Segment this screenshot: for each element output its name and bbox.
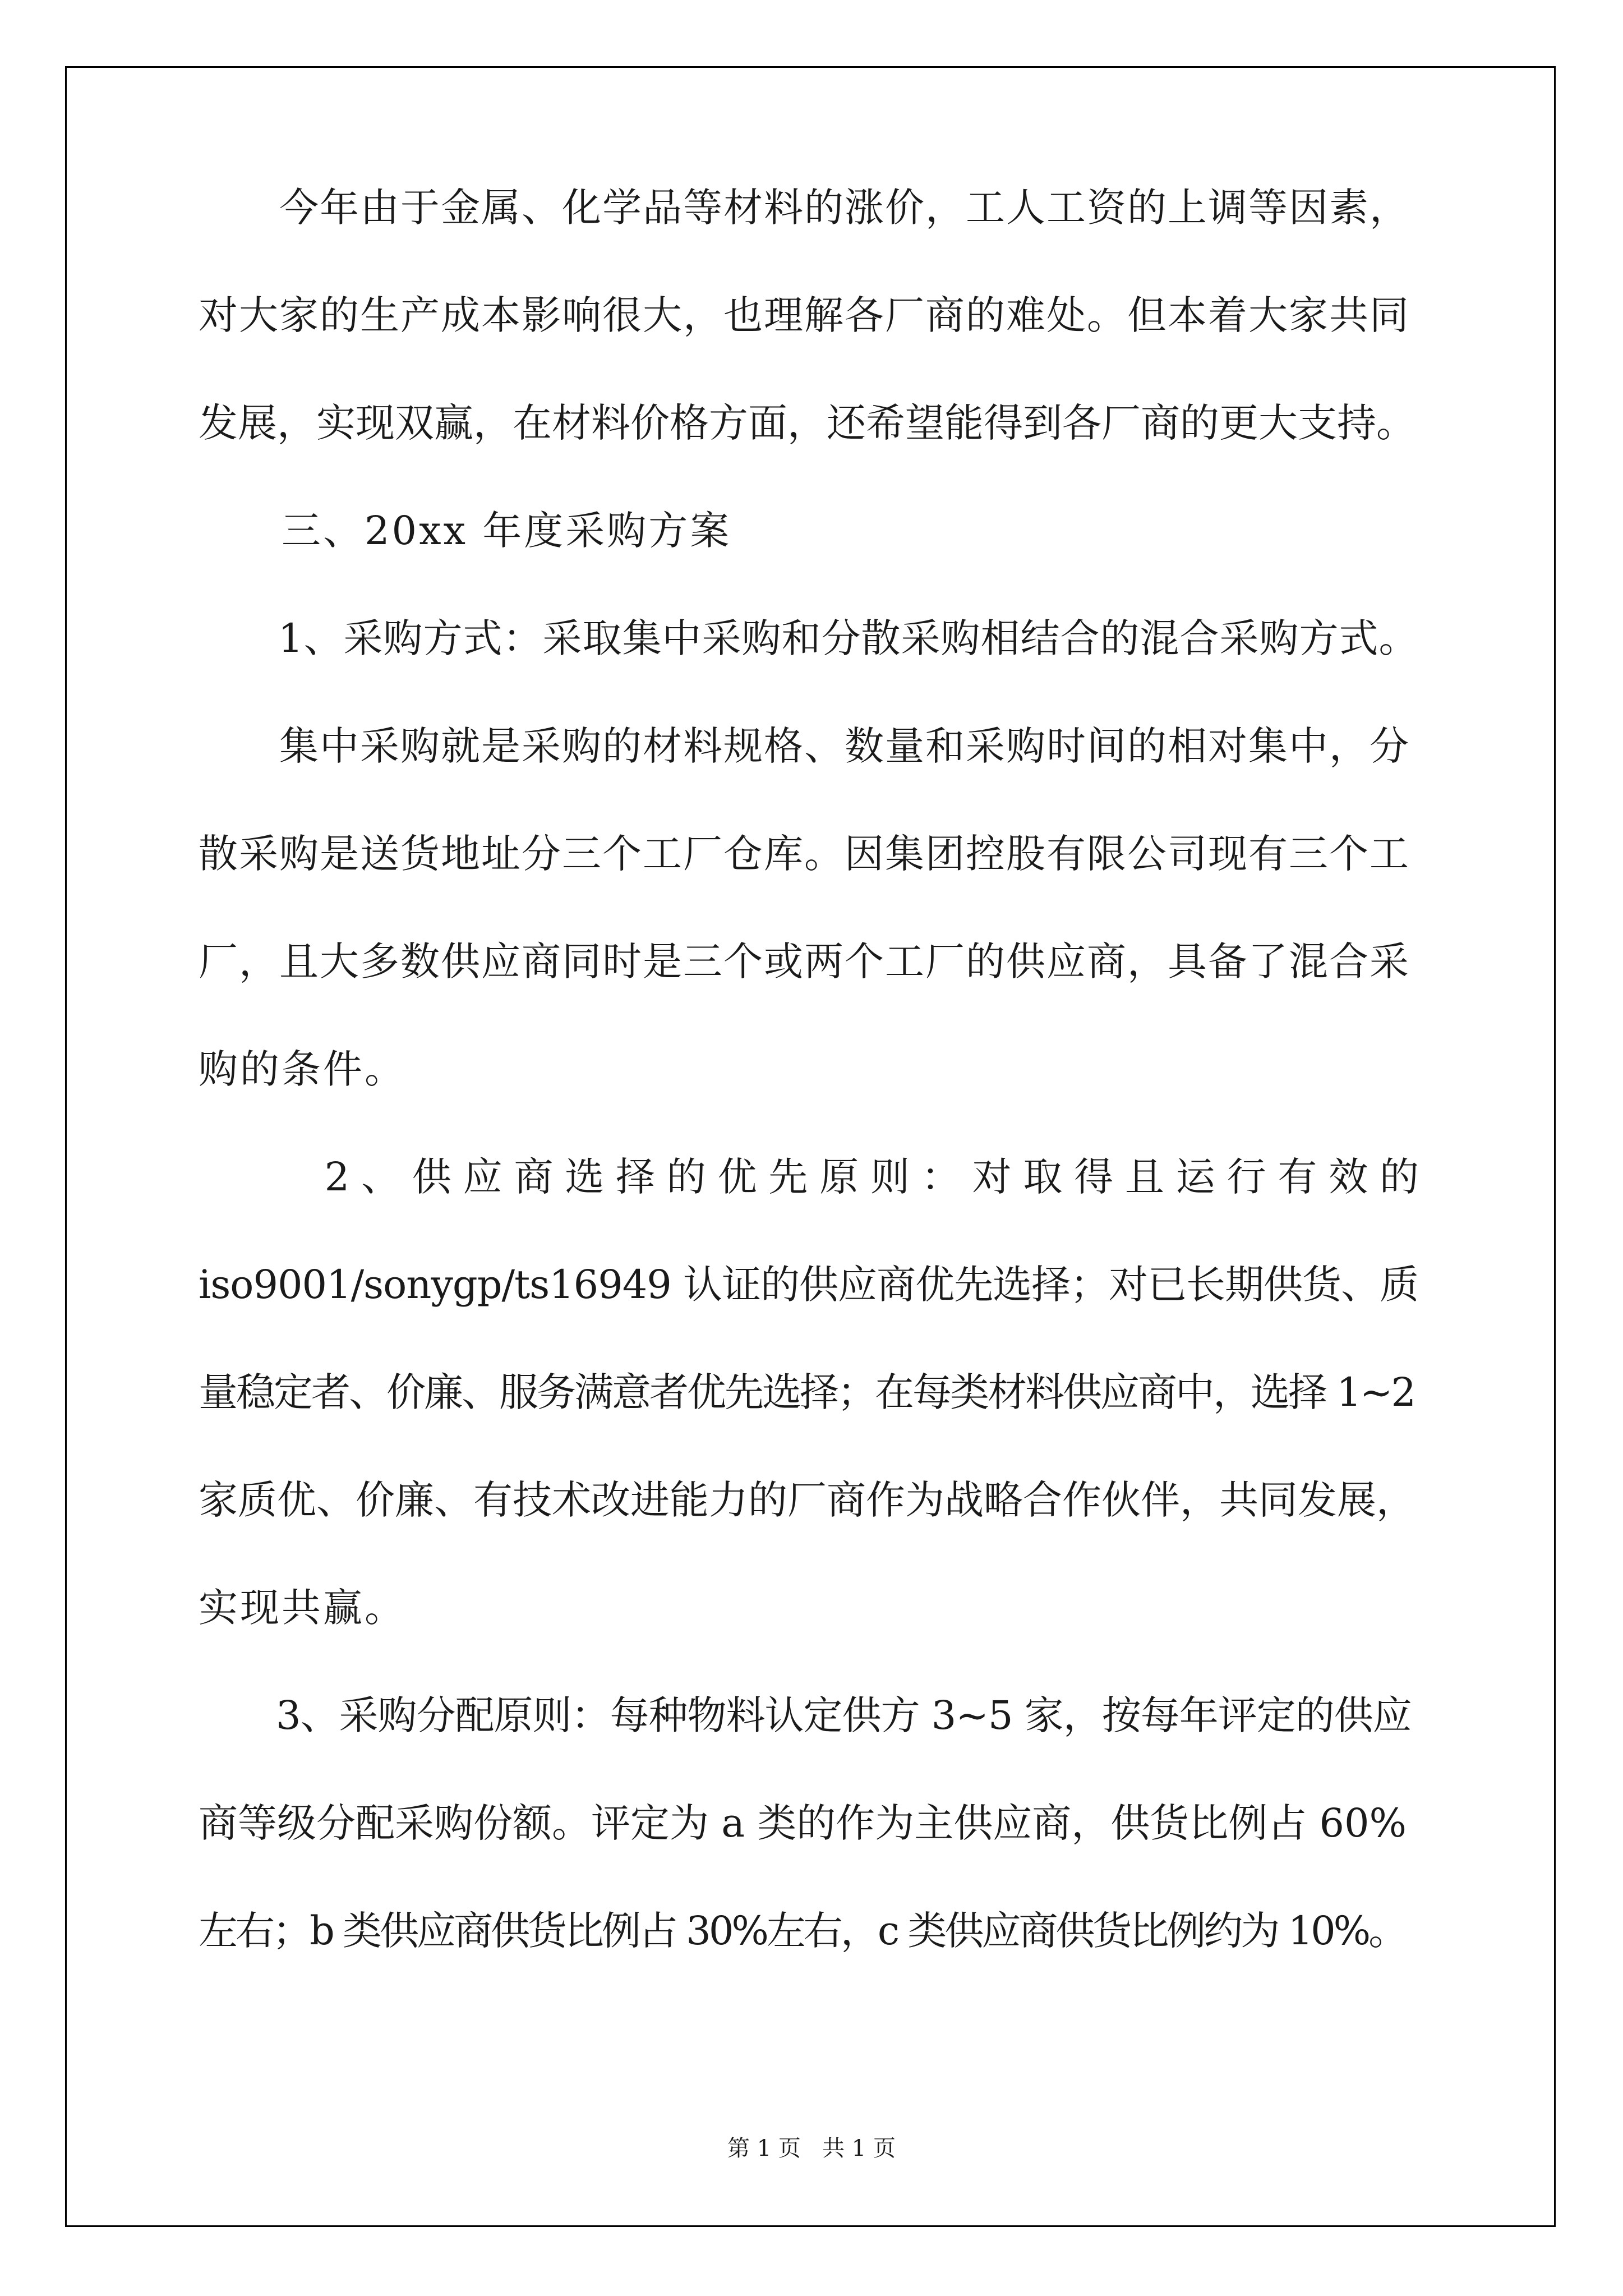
text-line: 3、采购分配原则：每种物料认定供方 3~5 家，按每年评定的供应 xyxy=(199,1692,1412,1738)
text-line: 购的条件。 xyxy=(199,1046,406,1092)
text-line: 对大家的生产成本影响很大，也理解各厂商的难处。但本着大家共同 xyxy=(199,292,1410,338)
text-line: 量稳定者、价廉、服务满意者优先选择；在每类材料供应商中，选择 1~2 xyxy=(199,1369,1414,1415)
page-footer xyxy=(0,2131,1623,2162)
text-line: 集中采购就是采购的材料规格、数量和采购时间的相对集中，分 xyxy=(199,723,1410,769)
text-line: 商等级分配采购份额。评定为 a 类的作为主供应商，供货比例占 60% xyxy=(199,1800,1407,1846)
text-line: 今年由于金属、化学品等材料的涨价，工人工资的上调等因素， xyxy=(199,185,1410,231)
text-line: 左右；b 类供应商供货比例占 30%左右，c 类供应商供货比例约为 10%。 xyxy=(199,1908,1406,1954)
text-line: 2、供应商选择的优先原则：对取得且运行有效的 xyxy=(199,1154,1419,1200)
text-line: iso9001/sonygp/ts16949 认证的供应商优先选择；对已长期供货、质 xyxy=(199,1262,1419,1308)
page-border xyxy=(65,66,1556,2227)
text-line: 散采购是送货地址分三个工厂仓库。因集团控股有限公司现有三个工 xyxy=(199,831,1410,877)
text-line: 发展，实现双赢，在材料价格方面，还希望能得到各厂商的更大支持。 xyxy=(199,400,1415,446)
text-line: 1、采购方式：采取集中采购和分散采购相结合的混合采购方式。 xyxy=(199,615,1419,661)
text-line: 厂，且大多数供应商同时是三个或两个工厂的供应商，具备了混合采 xyxy=(199,938,1410,984)
text-line: 家质优、价廉、有技术改进能力的厂商作为战略合作伙伴，共同发展， xyxy=(199,1477,1415,1523)
text-line: 实现共赢。 xyxy=(199,1585,406,1631)
page-number: 第 1 页 共 1 页 xyxy=(727,2136,896,2161)
section-heading: 三、20xx 年度采购方案 xyxy=(199,508,732,554)
